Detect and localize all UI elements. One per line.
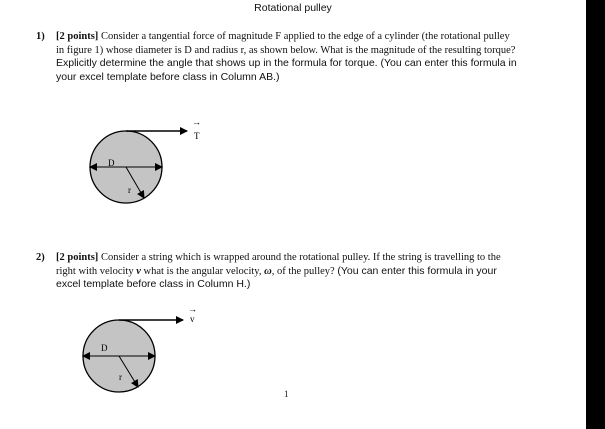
question-2-points: [2 points] bbox=[56, 252, 99, 263]
diameter-label-1: D bbox=[108, 158, 115, 168]
question-1-instruction: Explicitly determine the angle that shows up in the formula for torque. (You can enter this formula in your excel template before class in Column AB.) bbox=[56, 57, 517, 83]
question-2-text-c: , of the pulley? bbox=[271, 265, 335, 277]
question-1-text: Consider a tangential force of magnitude F applied to the edge of a cylinder (the rotational pulley in figure 1) whose diameter is D and radius r, as shown below. What is the magnitude of the resulting torque? bbox=[56, 31, 516, 56]
diameter-label-2: D bbox=[101, 343, 108, 353]
question-1-points: [2 points] bbox=[56, 31, 99, 42]
question-2-text-a: Consider a string which is wrapped around the rotational pulley. If the string is travelling to the right with velocity bbox=[56, 252, 501, 277]
vector-arrow-v: → bbox=[188, 304, 197, 314]
omega-symbol: ω bbox=[264, 265, 272, 277]
page-title: Rotational pulley bbox=[254, 2, 332, 14]
question-2-text-b: what is the angular velocity, bbox=[143, 265, 262, 277]
question-1-number: 1) bbox=[36, 31, 45, 42]
velocity-symbol: v bbox=[136, 265, 141, 277]
viewer-edge bbox=[586, 0, 605, 429]
radius-label-2: r bbox=[119, 372, 122, 382]
velocity-vector-label: v bbox=[190, 314, 195, 324]
figure-1-pulley bbox=[90, 117, 201, 203]
page-number: 1 bbox=[284, 389, 289, 399]
vector-arrow-t: → bbox=[192, 117, 201, 127]
question-2-number: 2) bbox=[36, 252, 45, 263]
figure-2-pulley bbox=[83, 304, 197, 392]
force-vector-label: T bbox=[194, 131, 200, 141]
question-2-instruction: (You can enter this formula in your excel template before class in Column H.) bbox=[56, 264, 497, 290]
radius-label-1: r bbox=[128, 185, 131, 195]
